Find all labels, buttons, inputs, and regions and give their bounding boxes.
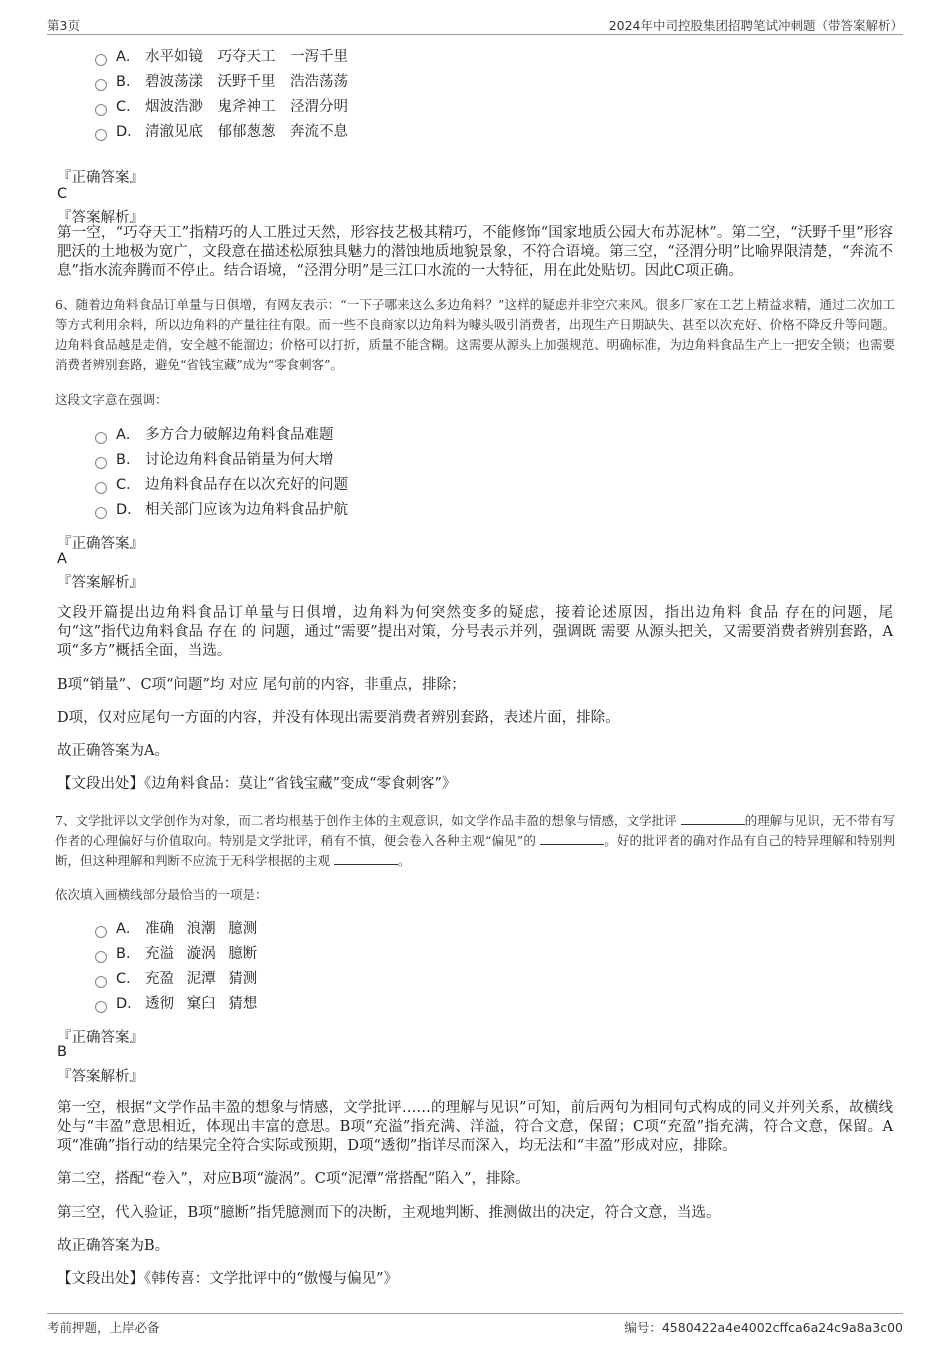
radio-button[interactable] bbox=[95, 54, 107, 66]
source-citation: 【文段出处】《边角料食品：莫让“省钱宝藏”变成“零食刺客”》 bbox=[57, 776, 457, 792]
option-text: 边角料食品存在以次充好的问题 bbox=[145, 477, 348, 493]
analysis-paragraph: D项，仅对应尾句一方面的内容，并没有体现出需要消费者辨别套路，表述片面，排除。 bbox=[57, 710, 620, 726]
answer-value: B bbox=[57, 1044, 67, 1060]
analysis-paragraph: 第三空，代入验证，B项“臆断”指凭臆测而下的决断，主观地判断、推测做出的决定，符合文意，当选。 bbox=[57, 1205, 721, 1221]
radio-button[interactable] bbox=[95, 951, 107, 963]
footer-slogan: 考前押题，上岸必备 bbox=[47, 1320, 160, 1335]
option-text: 准确 浪潮 臆测 bbox=[145, 921, 258, 937]
radio-button[interactable] bbox=[95, 432, 107, 444]
analysis-text: 第一空，“巧夺天工”指精巧的人工胜过天然，形容技艺极其精巧，不能修饰“国家地质公园大布苏泥林”。第二空，“沃野千里”形容肥沃的土地极为宽广，文段意在描述松原独具魅力的潜蚀地质地貌景象，不符合语境。第三空，“泾渭分明”比喻界限清楚，“奔流不息”指水流奔腾而不停止。结合语境，“泾渭分明”是三江口水流的一大特征，用在此处贴切。因此C项正确。 bbox=[57, 225, 893, 279]
answer-label: 『正确答案』 bbox=[57, 536, 144, 552]
option-text: 透彻 窠臼 猜想 bbox=[145, 996, 258, 1012]
option-text: 相关部门应该为边角料食品护航 bbox=[145, 502, 348, 518]
option-text: 讨论边角料食品销量为何大增 bbox=[145, 452, 334, 468]
radio-button[interactable] bbox=[95, 507, 107, 519]
analysis-paragraph: 故正确答案为A。 bbox=[57, 743, 169, 759]
option-text: 充溢 漩涡 臆断 bbox=[145, 946, 258, 962]
question-text: 7、文学批评以文学创作为对象，而二者均根基于创作主体的主观意识，如文学作品丰盈的想象与情感，文学批评 的理解与见识，无不带有写作者的心理偏好与价值取向。特别是文学批评，稍有不慎，便会卷入各种主观“偏见”的 。好的批评者的确对作品有自己的特异理解和特别判断，但这种理解和判断不应流于无科学根据的主观 。 bbox=[55, 813, 895, 868]
source-citation: 【文段出处】《韩传喜：文学批评中的“傲慢与偏见”》 bbox=[57, 1271, 399, 1287]
option-text: 烟波浩渺 鬼斧神工 泾渭分明 bbox=[145, 99, 348, 115]
document-code: 编号：4580422a4e4002cffca6a24c9a8a3c00 bbox=[624, 1320, 903, 1335]
page-footer bbox=[47, 1313, 903, 1338]
analysis-paragraph: 文段开篇提出边角料食品订单量与日俱增，边角料为何突然变多的疑虑，接着论述原因，指出边角料 食品 存在的问题，尾句“这”指代边角料食品 存在 的 问题，通过“需要”提出对策，分号表示并列，强调既 需要 从源头把关，又需要消费者辨别套路，A项“多方”概括全面，当选。 bbox=[57, 605, 893, 659]
fill-blank bbox=[334, 852, 398, 865]
option-text: 清澈见底 郁郁葱葱 奔流不息 bbox=[145, 124, 348, 140]
document-title: 2024年中司控股集团招聘笔试冲刺题（带答案解析） bbox=[608, 18, 903, 33]
option-text: 充盈 泥潭 猜测 bbox=[145, 971, 258, 987]
analysis-label: 『答案解析』 bbox=[57, 1069, 144, 1085]
radio-button[interactable] bbox=[95, 1001, 107, 1013]
answer-value: C bbox=[57, 186, 68, 202]
analysis-paragraph: 第一空，根据“文学作品丰盈的想象与情感，文学批评……的理解与见识”可知，前后两句为相同句式构成的同义并列关系，故横线处与“丰盈”意思相近，体现出丰富的意思。B项“充溢”指充满、洋溢，符合文意，保留；C项“充盈”指充满，符合文意，保留。A项“准确”指行动的结果完全符合实际或预期，D项“透彻”指详尽而深入，均无法和“丰盈”形成对应，排除。 bbox=[57, 1100, 893, 1154]
analysis-label: 『答案解析』 bbox=[57, 210, 144, 226]
radio-button[interactable] bbox=[95, 926, 107, 938]
analysis-label: 『答案解析』 bbox=[57, 575, 144, 591]
question-prompt: 依次填入画横线部分最恰当的一项是： bbox=[55, 887, 268, 902]
radio-button[interactable] bbox=[95, 976, 107, 988]
page-header bbox=[47, 14, 903, 35]
analysis-paragraph: 故正确答案为B。 bbox=[57, 1238, 170, 1254]
option-text: 多方合力破解边角料食品难题 bbox=[145, 427, 334, 443]
page-number: 第3页 bbox=[47, 18, 80, 33]
radio-button[interactable] bbox=[95, 457, 107, 469]
fill-blank bbox=[681, 812, 745, 825]
analysis-paragraph: 第二空，搭配“卷入”，对应B项“漩涡”。C项“泥潭”常搭配“陷入”，排除。 bbox=[57, 1171, 530, 1187]
fill-blank bbox=[540, 832, 604, 845]
answer-label: 『正确答案』 bbox=[57, 170, 144, 186]
option-text: 碧波荡漾 沃野千里 浩浩荡荡 bbox=[145, 74, 348, 90]
answer-value: A bbox=[57, 551, 67, 567]
analysis-paragraph: B项“销量”、C项“问题”均 对应 尾句前的内容，非重点，排除； bbox=[57, 677, 466, 693]
radio-button[interactable] bbox=[95, 482, 107, 494]
radio-button[interactable] bbox=[95, 79, 107, 91]
radio-button[interactable] bbox=[95, 104, 107, 116]
answer-label: 『正确答案』 bbox=[57, 1030, 144, 1046]
question-text: 6、随着边角料食品订单量与日俱增，有网友表示：“一下子哪来这么多边角料？”这样的疑虑并非空穴来风。很多厂家在工艺上精益求精，通过二次加工等方式利用余料，所以边角料的产量往往有限。而一些不良商家以边角料为噱头吸引消费者，出现生产日期缺失、甚至以次充好、价格不降反升等问题。边角料食品越是走俏，安全越不能溜边；价格可以打折，质量不能含糊。这需要从源头上加强规范、明确标准，为边角料食品生产上一把安全锁；也需要消费者辨别套路，避免“省钱宝藏”成为“零食刺客”。 bbox=[55, 297, 895, 372]
radio-button[interactable] bbox=[95, 129, 107, 141]
question-prompt: 这段文字意在强调： bbox=[55, 392, 168, 407]
option-text: 水平如镜 巧夺天工 一泻千里 bbox=[145, 49, 348, 65]
